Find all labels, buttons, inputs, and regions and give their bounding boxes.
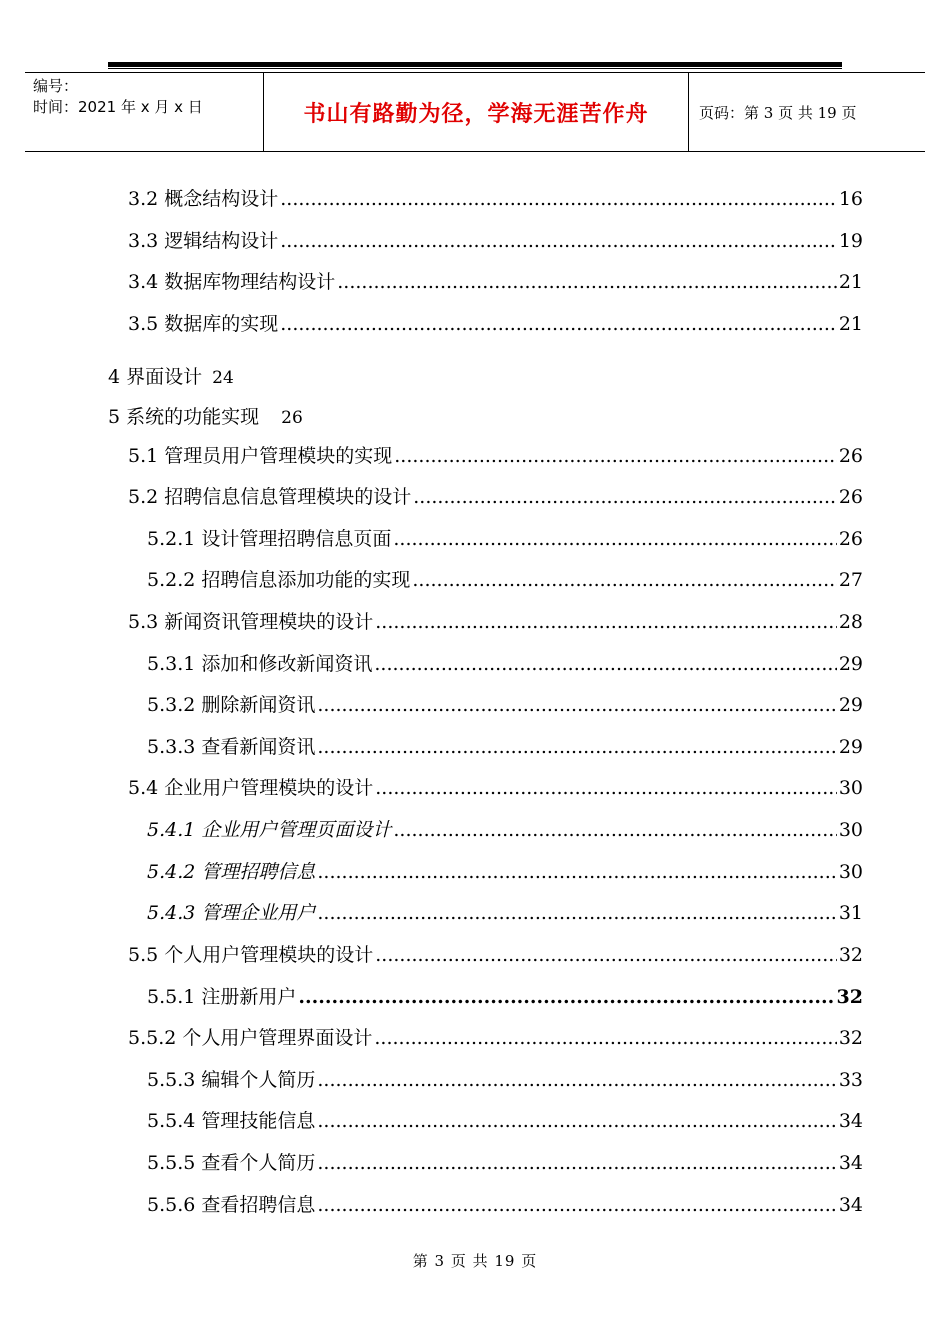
toc-entry-label: 5.5.4 管理技能信息 (147, 1110, 316, 1132)
toc-entry-label: 5 系统的功能实现 (108, 406, 260, 428)
toc-entry-label: 5.2.1 设计管理招聘信息页面 (147, 528, 392, 550)
toc-entry-page: 26 (838, 528, 863, 550)
toc-entry[interactable] (147, 732, 863, 758)
toc-leader-dots (317, 1152, 836, 1174)
toc-entry[interactable] (147, 857, 863, 883)
toc-entry-page: 29 (838, 694, 863, 716)
toc-entry-label: 5.3.1 添加和修改新闻资讯 (147, 653, 373, 675)
toc-entry-label: 3.2 概念结构设计 (128, 188, 279, 210)
toc-entry-page: 26 (838, 486, 863, 508)
document-time: 时间：2021 年 x 月 x 日 (33, 98, 203, 116)
toc-entry-page: 26 (281, 408, 303, 428)
toc-entry-page: 32 (836, 986, 863, 1008)
toc-entry-page: 27 (838, 569, 863, 591)
toc-entry-page: 34 (838, 1110, 863, 1132)
toc-entry[interactable] (128, 773, 863, 799)
toc-entry[interactable] (147, 1148, 863, 1174)
toc-entry-label: 5.4.1 企业用户管理页面设计 (147, 819, 392, 841)
header-rule-thin (108, 68, 842, 69)
toc-entry-label: 5.2.2 招聘信息添加功能的实现 (147, 569, 411, 591)
toc-leader-dots (413, 486, 837, 508)
toc-entry-page: 32 (838, 944, 863, 966)
toc-entry-label: 5.2 招聘信息信息管理模块的设计 (128, 486, 412, 508)
toc-entry[interactable] (128, 441, 863, 467)
toc-entry-label: 5.5.2 个人用户管理界面设计 (128, 1027, 373, 1049)
toc-entry[interactable] (147, 1190, 863, 1216)
toc-entry[interactable] (147, 1106, 863, 1132)
toc-entry[interactable] (128, 1023, 863, 1049)
toc-leader-dots (375, 611, 837, 633)
toc-entry-label: 5.5 个人用户管理模块的设计 (128, 944, 374, 966)
toc-entry-page: 29 (838, 653, 863, 675)
toc-leader-dots (280, 313, 837, 335)
toc-leader-dots (317, 1069, 836, 1091)
toc-entry[interactable] (128, 184, 863, 210)
toc-leader-dots (374, 1027, 836, 1049)
toc-leader-dots (317, 736, 836, 758)
toc-entry-label: 5.1 管理员用户管理模块的实现 (128, 445, 393, 467)
toc-entry[interactable] (128, 226, 863, 252)
toc-leader-dots (317, 1110, 836, 1132)
toc-entry-page: 33 (838, 1069, 863, 1091)
toc-entry-page: 34 (838, 1194, 863, 1216)
toc-entry-page: 24 (212, 368, 234, 388)
toc-leader-dots (298, 986, 834, 1008)
toc-entry[interactable] (147, 690, 863, 716)
document-number: 编号： (33, 77, 79, 95)
toc-entry-page: 32 (838, 1027, 863, 1049)
toc-entry[interactable] (147, 524, 863, 550)
toc-entry-page: 21 (838, 271, 863, 293)
toc-entry-page: 30 (838, 819, 863, 841)
toc-entry[interactable] (147, 898, 863, 924)
toc-leader-dots (280, 188, 837, 210)
toc-entry-label: 4 界面设计 (108, 366, 203, 388)
toc-leader-dots (393, 819, 836, 841)
toc-leader-dots (375, 777, 837, 799)
toc-entry-page: 34 (838, 1152, 863, 1174)
toc-entry-label: 3.4 数据库物理结构设计 (128, 271, 336, 293)
toc-entry[interactable] (147, 1065, 863, 1091)
toc-entry[interactable] (128, 309, 863, 335)
toc-entry-page: 31 (838, 902, 863, 924)
toc-chapter-entry[interactable] (108, 362, 234, 389)
toc-entry-page: 29 (838, 736, 863, 758)
toc-entry-page: 30 (838, 777, 863, 799)
toc-leader-dots (317, 902, 836, 924)
toc-entry[interactable] (147, 565, 863, 591)
header-page-number: 页码：第 3 页 共 19 页 (699, 103, 857, 122)
toc-leader-dots (374, 653, 836, 675)
toc-entry-label: 5.4.3 管理企业用户 (147, 902, 316, 924)
toc-entry[interactable] (128, 482, 863, 508)
toc-entry-label: 5.5.3 编辑个人简历 (147, 1069, 316, 1091)
toc-entry[interactable] (147, 982, 863, 1008)
toc-leader-dots (393, 528, 836, 550)
toc-entry-label: 5.5.1 注册新用户 (147, 986, 297, 1008)
toc-entry-label: 5.4.2 管理招聘信息 (147, 861, 316, 883)
toc-entry-label: 5.5.5 查看个人简历 (147, 1152, 316, 1174)
toc-leader-dots (337, 271, 837, 293)
toc-leader-dots (412, 569, 836, 591)
toc-entry-page: 30 (838, 861, 863, 883)
toc-leader-dots (317, 1194, 836, 1216)
toc-chapter-entry[interactable] (108, 402, 303, 429)
toc-leader-dots (280, 230, 837, 252)
page-header (25, 72, 925, 152)
toc-entry[interactable] (128, 940, 863, 966)
toc-leader-dots (317, 861, 836, 883)
header-meta (25, 73, 263, 151)
toc-entry-page: 26 (838, 445, 863, 467)
page-footer: 第 3 页 共 19 页 (412, 1252, 538, 1270)
toc-entry[interactable] (128, 267, 863, 293)
toc-entry-page: 19 (838, 230, 863, 252)
toc-entry-label: 5.4 企业用户管理模块的设计 (128, 777, 374, 799)
toc-entry-label: 5.3.2 删除新闻资讯 (147, 694, 316, 716)
toc-entry-page: 28 (838, 611, 863, 633)
toc-entry[interactable] (147, 649, 863, 675)
toc-entry-label: 5.5.6 查看招聘信息 (147, 1194, 316, 1216)
header-rule-thick (108, 62, 842, 67)
toc-leader-dots (394, 445, 837, 467)
toc-leader-dots (375, 944, 837, 966)
toc-entry[interactable] (128, 607, 863, 633)
header-motto: 书山有路勤为径，学海无涯苦作舟 (263, 73, 689, 151)
toc-entry-label: 5.3.3 查看新闻资讯 (147, 736, 316, 758)
toc-leader-dots (317, 694, 836, 716)
toc-entry-label: 5.3 新闻资讯管理模块的设计 (128, 611, 374, 633)
toc-entry-page: 16 (838, 188, 863, 210)
toc-entry-label: 3.3 逻辑结构设计 (128, 230, 279, 252)
toc-entry-label: 3.5 数据库的实现 (128, 313, 279, 335)
toc-entry[interactable] (147, 815, 863, 841)
toc-entry-page: 21 (838, 313, 863, 335)
